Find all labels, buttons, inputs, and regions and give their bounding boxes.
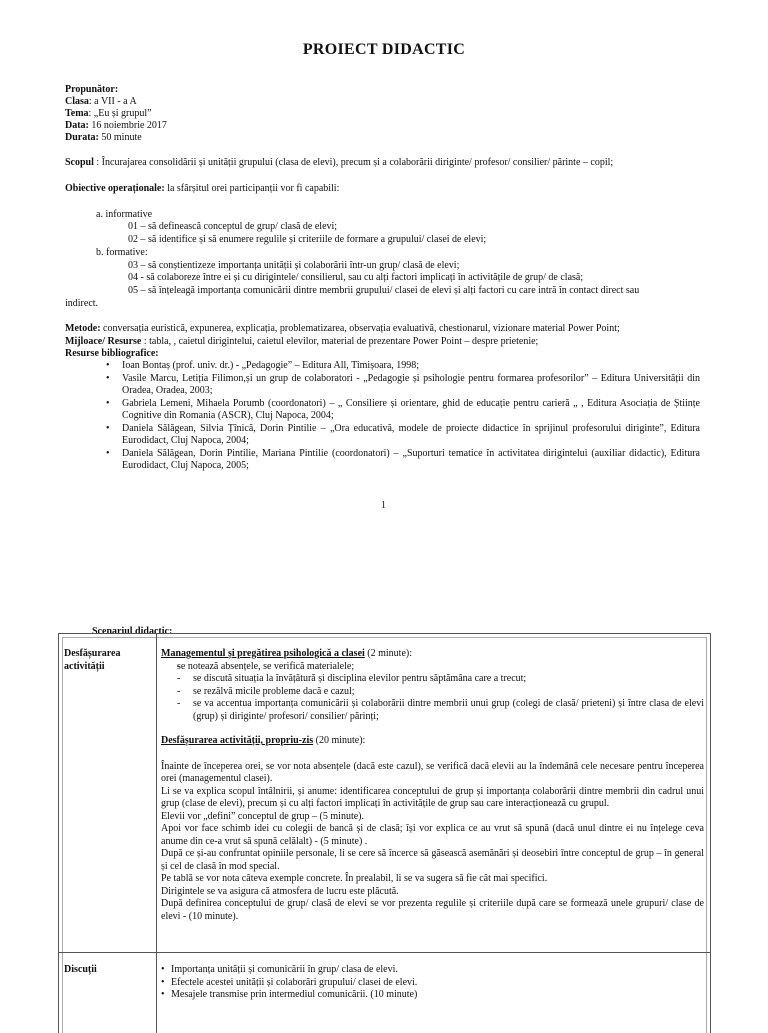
mgmt-duration: (2 minute): [364,648,413,659]
data-line [65,120,167,133]
mgmt-item: - se rezălvă micile probleme dacă e cazul; [161,686,704,699]
mijloace-label: Mijloace/ Resurse [65,336,142,347]
document-title: PROIECT DIDACTIC [302,41,466,58]
obiectiv-04: 04 - să colaboreze între ei și cu dirigintele/ consilierul, sau cu alți factori implicați în activitățile de grup/ de clasă; [128,272,584,283]
tema-line [65,108,152,121]
tema-value: : „Eu și grupul” [88,108,152,119]
desf-title: Desfășurarea activității, propriu-zis [161,735,314,746]
bibliography-list [100,360,700,473]
durata-label: Durata: [65,132,99,143]
desf-paragraph: Li se va explica scopul întâlnirii, și anume: identificarea conceptului de grup și importanța colaborării dintre membrii din cadrul unui grup (clase de elevi), precum și cu alți factori implicați în activitățile de grup sau care interacționează cu grupul. [161,785,704,809]
resurse-line [65,348,159,361]
obiective-line [65,183,339,196]
row2-content [161,964,701,1002]
durata-value: 50 minute [98,132,142,143]
clasa-line [65,96,137,109]
scopul-label: Scopul [65,157,94,168]
desf-paragraph: Înainte de începerea orei, se vor nota absențele (dacă este cazul), se verifică dacă elevii au la îndemână cele necesare pentru începerea orei (managementul clasei). [161,760,704,784]
mgmt-list [161,661,704,724]
table-row-divider [59,952,710,953]
metode-text: conversația euristică, expunerea, explicația, problematizarea, observația evaluativă, chestionarul, vizionare material Power Point; [100,323,620,334]
resurse-label: Resurse bibliografice: [65,348,159,359]
desf-paragraph: Dirigintele se va asigura că atmosfera de lucru este plăcută. [161,885,399,897]
obiectiv-03: 03 – să conștientizeze importanța unității și colaborării într-un grup/ clasă de elevi; [128,260,460,271]
clasa-label: Clasa [65,96,89,107]
mijloace-line [65,336,538,349]
row1-label [64,648,120,673]
scenariul-label: Scenariul didactic: [92,626,173,637]
data-value: 16 noiembrie 2017 [88,120,167,131]
row1-label-line2: activității [64,660,105,672]
scopul-text: : Încurajarea consolidării și unității grupului (clasa de elevi), precum și a colaborării diriginte/ profesor/ consilier/ părinte – copil; [93,157,614,168]
mgmt-item: - se va accentua importanța comunicării și colaborării dintre membrii unui grup (colegi de clasă/ prieteni) și între clasa de elevi (grup) și diriginte/ profesori/ consilier/ părinți; [161,698,704,723]
durata-line [65,132,142,145]
discutii-item: • Importanța unității și comunicării în grup/ clasa de elevi. [161,964,701,977]
mgmt-item: - se notează absențele, se verifică materialele; [161,661,704,674]
desf-paragraph: Apoi vor face schimb idei cu colegii de bancă și de clasă; își vor explica ce au vrut să spună (dacă unul dintre ei nu înțelege ceva anume din ce-a vrut să spună celălalt) - (5 minute) . [161,823,704,847]
obiectiv-05-tail: indirect. [65,298,99,309]
row1-label-line1: Desfășurarea [64,648,121,659]
desf-paragraph: Pe tablă se vor nota câteva exemple concrete. În prealabil, li se va sugera să fie cât mai specifici. [161,873,548,884]
scopul-line [65,157,613,170]
discutii-item: • Efectele acestei unității și colaborări grupului/ clasei de elevi. [161,977,701,990]
row1-content [161,648,704,923]
desf-paragraph: După definirea conceptului de grup/ clasă de elevi se vor prezenta regulile și criteriile după care se formează unele grupuri/ clase de elevi - (10 minute). [161,898,704,922]
mgmt-item: - se discută situația la învățătură și disciplina elevilor pentru săptămâna care a trecut; [161,673,704,686]
obiectiv-02: 02 – să identifice și să enumere regulile și criteriile de formare a grupului/ clasei de elevi; [128,234,487,245]
bibliography-item: • Gabriela Lemeni, Mihaela Porumb (coordonatori) – „ Consiliere și orientare, ghid de educație pentru carieră „ , Editura Asociația de Științe Cognitive din Romania (ASCR), Cluj Napoca, 2004; [100,398,700,423]
obiective-label: Obiective operaționale: [65,183,165,194]
obiectiv-01: 01 – să definească conceptul de grup/ clasă de elevi; [128,221,338,232]
desf-paragraph: După ce și-au confruntat opiniile personale, li se cere să încerce să găsească asemănări și deosebiri între conceptul de grup – în general și cel de clasă în mod special. [161,848,704,872]
obiectiv-05: 05 – să înțeleagă importanța comunicării dintre membrii grupului/ clasei de elevi și alți factori cu care intră în contact direct sau [128,285,640,296]
desf-paragraph: Elevii vor „defini” conceptul de grup – (5 minute). [161,810,364,822]
mgmt-title: Managementul și pregătirea psihologică a clasei [161,648,365,659]
obiective-a-label: a. informative [96,209,153,220]
desf-heading [161,735,704,748]
tema-label: Tema [65,108,89,119]
bibliography-item: • Ioan Bontaș (prof. univ. dr.) - „Pedagogie” – Editura All, Timișoara, 1998; [100,360,700,373]
desf-duration: (20 minute): [313,735,366,746]
obiective-text: la sfârșitul orei participanții vor fi capabili: [164,183,340,194]
data-label: Data: [65,120,89,131]
bibliography-item: • Vasile Marcu, Letiția Filimon,și un grup de colaboratori - „Pedagogie și psihologie pentru formarea profesorilor” – Editura Universității din Oradea, Oradea, 2003; [100,373,700,398]
page-number: 1 [381,500,386,511]
mgmt-heading [161,648,704,661]
propunator-label: Propunător: [65,84,119,95]
clasa-value: : a VII - a A [88,96,137,107]
table-column-divider [156,634,157,1033]
discutii-item: • Mesajele transmise prin intermediul comunicării. (10 minute) [161,989,701,1002]
propunator-line [65,84,118,97]
obiective-b-label: b. formative: [96,247,148,258]
bibliography-item: • Daniela Sălăgean, Silvia Țînică, Dorin Pintilie – „Ora educativă, modele de proiecte didactice în sprijinul profesorului diriginte”, Editura Eurodidact, Cluj Napoca, 2004; [100,423,700,448]
bibliography-item: • Daniela Sălăgean, Dorin Pintilie, Mariana Pintilie (coordonatori) – „Suporturi tematice în activitatea dirigintelui (auxiliar didactic), Editura Eurodidact, Cluj Napoca, 2005; [100,448,700,473]
row2-label: Discuții [64,964,97,975]
mijloace-text: : tabla, , caietul dirigintelui, caietul elevilor, material de prezentare Power Point – despre prietenie; [141,336,539,347]
metode-line [65,323,620,336]
metode-label: Metode: [65,323,101,334]
discutii-list [161,964,701,1002]
